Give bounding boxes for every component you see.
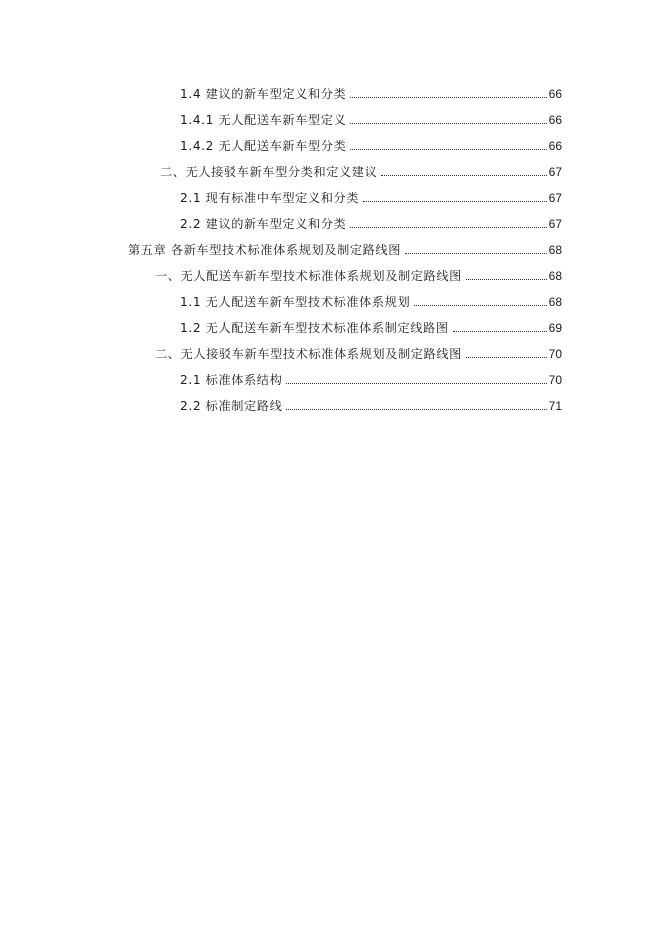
toc-entry-title: 1.4.1 无人配送车新车型定义 [180, 113, 347, 127]
toc-page-number: 67 [548, 165, 562, 179]
toc-entry-title: 第五章 各新车型技术标准体系规划及制定路线图 [128, 243, 402, 257]
toc-entry-title: 1.4.2 无人配送车新车型分类 [180, 139, 347, 153]
toc-page-number: 68 [548, 243, 562, 257]
toc-entry[interactable] [180, 316, 562, 336]
toc-dot-leader [466, 279, 547, 280]
toc-page-number: 68 [548, 295, 562, 309]
toc-entry-title: 1.4 建议的新车型定义和分类 [180, 87, 347, 101]
toc-dot-leader [381, 175, 546, 176]
toc-dot-leader [453, 331, 547, 332]
toc-dot-leader [414, 305, 546, 306]
toc-entry[interactable] [180, 82, 562, 102]
toc-page-number: 70 [548, 347, 562, 361]
toc-dot-leader [350, 149, 546, 150]
toc-dot-leader [405, 253, 547, 254]
toc-entry[interactable] [155, 264, 562, 284]
toc-entry-title: 2.1 现有标准中车型定义和分类 [180, 191, 360, 205]
toc-dot-leader [286, 383, 546, 384]
toc-entry[interactable] [160, 160, 562, 180]
toc-dot-leader [363, 201, 547, 202]
toc-entry-title: 一、无人配送车新车型技术标准体系规划及制定路线图 [155, 269, 462, 283]
toc-page-number: 68 [548, 269, 562, 283]
toc-page-number: 66 [548, 139, 562, 153]
toc-entry[interactable] [180, 186, 562, 206]
toc-entry-title: 2.2 标准制定路线 [180, 399, 283, 413]
toc-entry[interactable] [180, 368, 562, 388]
toc-entry-title: 2.1 标准体系结构 [180, 373, 283, 387]
toc-entry[interactable] [180, 212, 562, 232]
toc-entry[interactable] [180, 134, 562, 154]
toc-dot-leader [466, 357, 547, 358]
toc-entry-title: 二、无人接驳车新车型技术标准体系规划及制定路线图 [155, 347, 462, 361]
toc-entry-title: 2.2 建议的新车型定义和分类 [180, 217, 347, 231]
toc-dot-leader [350, 97, 546, 98]
toc-page-number: 71 [548, 399, 562, 413]
toc-entry[interactable] [155, 342, 562, 362]
toc-page-number: 69 [548, 321, 562, 335]
toc-entry-title: 1.2 无人配送车新车型技术标准体系制定线路图 [180, 321, 449, 335]
toc-page-number: 66 [548, 87, 562, 101]
toc-entry[interactable] [180, 108, 562, 128]
toc-page-number: 67 [548, 217, 562, 231]
toc-dot-leader [350, 227, 546, 228]
toc-page-number: 70 [548, 373, 562, 387]
toc-entry-chapter[interactable] [128, 238, 562, 258]
toc-page-number: 67 [548, 191, 562, 205]
toc-dot-leader [350, 123, 546, 124]
toc-entry[interactable] [180, 290, 562, 310]
toc-page-number: 66 [548, 113, 562, 127]
toc-entry-title: 二、无人接驳车新车型分类和定义建议 [160, 165, 378, 179]
toc-entry[interactable] [180, 394, 562, 414]
toc-dot-leader [286, 409, 546, 410]
toc-entry-title: 1.1 无人配送车新车型技术标准体系规划 [180, 295, 411, 309]
